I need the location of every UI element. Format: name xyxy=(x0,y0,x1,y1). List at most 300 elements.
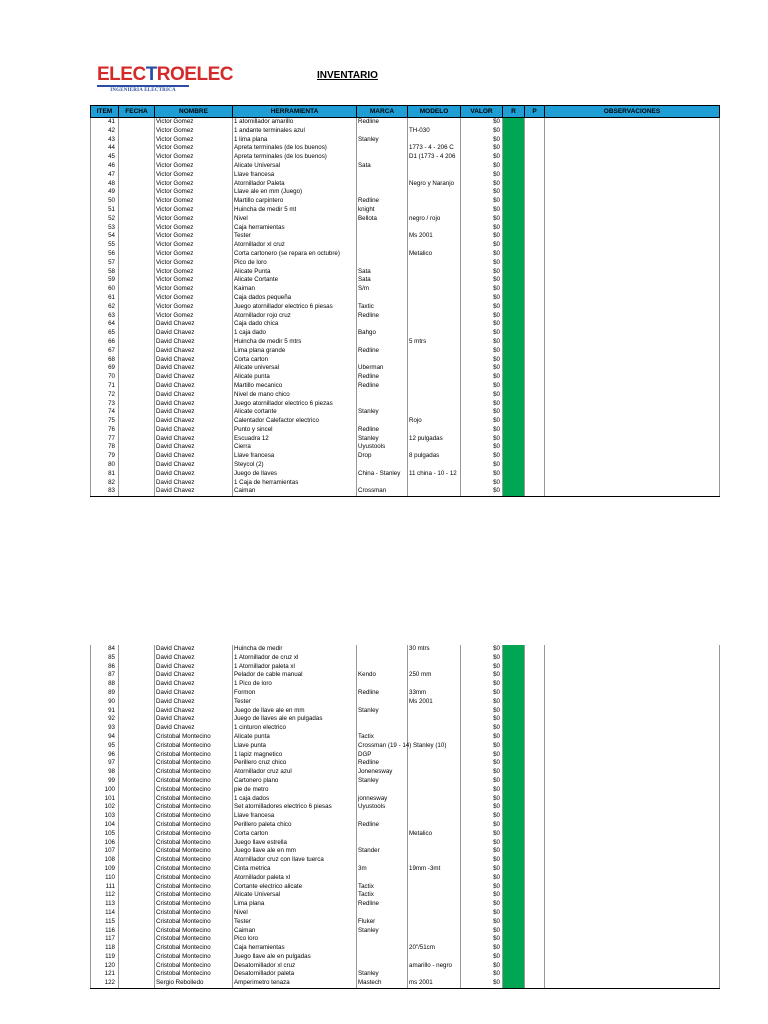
marca-cell: DGP xyxy=(357,751,408,760)
modelo-cell xyxy=(408,443,461,452)
fecha-cell xyxy=(119,461,155,470)
fecha-cell xyxy=(119,777,155,786)
valor-cell: $0 xyxy=(461,742,503,751)
herramienta-cell: Formon xyxy=(233,689,357,698)
p-status-cell xyxy=(525,171,545,180)
fecha-cell xyxy=(119,426,155,435)
p-status-cell xyxy=(525,821,545,830)
item-cell: 57 xyxy=(91,259,119,268)
marca-cell xyxy=(357,417,408,426)
nombre-cell: Cristobal Montecino xyxy=(155,883,233,892)
nombre-cell: Cristobal Montecino xyxy=(155,768,233,777)
modelo-cell xyxy=(408,715,461,724)
herramienta-cell: Tester xyxy=(233,698,357,707)
marca-cell: Mastech xyxy=(357,979,408,988)
table-row xyxy=(91,408,720,417)
herramienta-cell: Alicate cortante xyxy=(233,408,357,417)
observaciones-cell xyxy=(545,733,720,742)
nombre-cell: David Chavez xyxy=(155,479,233,488)
modelo-cell xyxy=(408,839,461,848)
item-cell: 113 xyxy=(91,900,119,909)
herramienta-cell: Pico de loro xyxy=(233,259,357,268)
marca-cell: Tactix xyxy=(357,733,408,742)
r-status-cell xyxy=(503,461,525,470)
herramienta-cell: Alicate Cortante xyxy=(233,276,357,285)
r-status-cell xyxy=(503,821,525,830)
modelo-cell xyxy=(408,118,461,127)
p-status-cell xyxy=(525,645,545,654)
table-row xyxy=(91,479,720,488)
modelo-cell xyxy=(408,935,461,944)
herramienta-cell: Pico loro xyxy=(233,935,357,944)
p-status-cell xyxy=(525,153,545,162)
herramienta-cell: Huincha de medir 5 mt xyxy=(233,206,357,215)
observaciones-cell xyxy=(545,935,720,944)
item-cell: 80 xyxy=(91,461,119,470)
observaciones-cell xyxy=(545,891,720,900)
nombre-cell: Victor Gomez xyxy=(155,162,233,171)
modelo-cell xyxy=(408,909,461,918)
fecha-cell xyxy=(119,408,155,417)
item-cell: 41 xyxy=(91,118,119,127)
marca-cell: Uyustools xyxy=(357,443,408,452)
modelo-cell xyxy=(408,900,461,909)
observaciones-cell xyxy=(545,347,720,356)
nombre-cell: Cristobal Montecino xyxy=(155,856,233,865)
marca-cell xyxy=(357,698,408,707)
item-cell: 56 xyxy=(91,250,119,259)
item-cell: 93 xyxy=(91,724,119,733)
modelo-cell xyxy=(408,953,461,962)
table-row xyxy=(91,373,720,382)
table-row xyxy=(91,786,720,795)
p-status-cell xyxy=(525,443,545,452)
herramienta-cell: Atornillador xl cruz xyxy=(233,241,357,250)
nombre-cell: David Chavez xyxy=(155,329,233,338)
observaciones-cell xyxy=(545,232,720,241)
fecha-cell xyxy=(119,153,155,162)
observaciones-cell xyxy=(545,408,720,417)
table-row xyxy=(91,285,720,294)
marca-cell xyxy=(357,724,408,733)
observaciones-cell xyxy=(545,127,720,136)
item-cell: 64 xyxy=(91,320,119,329)
nombre-cell: David Chavez xyxy=(155,698,233,707)
valor-cell: $0 xyxy=(461,953,503,962)
observaciones-cell xyxy=(545,927,720,936)
table-row xyxy=(91,909,720,918)
fecha-cell xyxy=(119,689,155,698)
r-status-cell xyxy=(503,962,525,971)
item-cell: 76 xyxy=(91,426,119,435)
table-row xyxy=(91,962,720,971)
modelo-cell: 12 pulgadas xyxy=(408,435,461,444)
valor-cell: $0 xyxy=(461,733,503,742)
nombre-cell: Victor Gomez xyxy=(155,206,233,215)
p-status-cell xyxy=(525,812,545,821)
marca-cell: Kendo xyxy=(357,671,408,680)
marca-cell xyxy=(357,715,408,724)
modelo-cell xyxy=(408,347,461,356)
r-status-cell xyxy=(503,250,525,259)
nombre-cell: Cristobal Montecino xyxy=(155,909,233,918)
observaciones-cell xyxy=(545,715,720,724)
r-status-cell xyxy=(503,909,525,918)
item-cell: 77 xyxy=(91,435,119,444)
r-status-cell xyxy=(503,347,525,356)
modelo-cell xyxy=(408,812,461,821)
table-row xyxy=(91,821,720,830)
nombre-cell: Cristobal Montecino xyxy=(155,918,233,927)
item-cell: 44 xyxy=(91,144,119,153)
p-status-cell xyxy=(525,689,545,698)
observaciones-cell xyxy=(545,698,720,707)
valor-cell: $0 xyxy=(461,680,503,689)
herramienta-cell: Nivel xyxy=(233,215,357,224)
valor-cell: $0 xyxy=(461,918,503,927)
marca-cell: 3m xyxy=(357,865,408,874)
observaciones-cell xyxy=(545,241,720,250)
nombre-cell: Victor Gomez xyxy=(155,197,233,206)
marca-cell xyxy=(357,909,408,918)
item-cell: 86 xyxy=(91,663,119,672)
table-row xyxy=(91,259,720,268)
fecha-cell xyxy=(119,663,155,672)
p-status-cell xyxy=(525,680,545,689)
modelo-cell: Ms 2001 xyxy=(408,232,461,241)
nombre-cell: Cristobal Montecino xyxy=(155,970,233,979)
p-status-cell xyxy=(525,303,545,312)
nombre-cell: Cristobal Montecino xyxy=(155,812,233,821)
modelo-cell xyxy=(408,294,461,303)
observaciones-cell xyxy=(545,663,720,672)
valor-cell: $0 xyxy=(461,443,503,452)
table-row xyxy=(91,900,720,909)
table-row xyxy=(91,830,720,839)
marca-cell xyxy=(357,171,408,180)
valor-cell: $0 xyxy=(461,118,503,127)
herramienta-cell: Llave francesa xyxy=(233,171,357,180)
valor-cell: $0 xyxy=(461,426,503,435)
p-status-cell xyxy=(525,724,545,733)
marca-cell: Stanley xyxy=(357,777,408,786)
modelo-cell xyxy=(408,874,461,883)
nombre-cell: David Chavez xyxy=(155,689,233,698)
r-status-cell xyxy=(503,241,525,250)
observaciones-cell xyxy=(545,435,720,444)
marca-cell xyxy=(357,953,408,962)
nombre-cell: David Chavez xyxy=(155,364,233,373)
fecha-cell xyxy=(119,733,155,742)
marca-cell: Redline xyxy=(357,382,408,391)
modelo-cell xyxy=(408,847,461,856)
r-status-cell xyxy=(503,329,525,338)
herramienta-cell: Apreta terminales (de los buenos) xyxy=(233,153,357,162)
herramienta-cell: Juego de llaves xyxy=(233,470,357,479)
nombre-cell: Victor Gomez xyxy=(155,118,233,127)
p-status-cell xyxy=(525,830,545,839)
r-status-cell xyxy=(503,180,525,189)
item-cell: 89 xyxy=(91,689,119,698)
valor-cell: $0 xyxy=(461,698,503,707)
marca-cell: Redline xyxy=(357,900,408,909)
marca-cell: Stander xyxy=(357,847,408,856)
fecha-cell xyxy=(119,250,155,259)
observaciones-cell xyxy=(545,118,720,127)
p-status-cell xyxy=(525,707,545,716)
table-row xyxy=(91,953,720,962)
marca-cell: China - Stanley xyxy=(357,470,408,479)
item-cell: 42 xyxy=(91,127,119,136)
modelo-cell xyxy=(408,268,461,277)
nombre-cell: Victor Gomez xyxy=(155,303,233,312)
fecha-cell xyxy=(119,953,155,962)
item-cell: 55 xyxy=(91,241,119,250)
modelo-cell xyxy=(408,426,461,435)
observaciones-cell xyxy=(545,918,720,927)
table-row xyxy=(91,777,720,786)
fecha-cell xyxy=(119,206,155,215)
page-title: INVENTARIO xyxy=(317,70,378,81)
fecha-cell xyxy=(119,874,155,883)
modelo-cell xyxy=(408,751,461,760)
marca-cell xyxy=(357,356,408,365)
table-row xyxy=(91,417,720,426)
modelo-cell: 20"/51cm xyxy=(408,944,461,953)
valor-cell: $0 xyxy=(461,874,503,883)
fecha-cell xyxy=(119,900,155,909)
modelo-cell xyxy=(408,329,461,338)
observaciones-cell xyxy=(545,953,720,962)
r-status-cell xyxy=(503,830,525,839)
p-status-cell xyxy=(525,891,545,900)
p-status-cell xyxy=(525,970,545,979)
fecha-cell xyxy=(119,435,155,444)
observaciones-cell xyxy=(545,320,720,329)
valor-cell: $0 xyxy=(461,276,503,285)
modelo-cell xyxy=(408,400,461,409)
p-status-cell xyxy=(525,487,545,496)
p-status-cell xyxy=(525,118,545,127)
col-header-valor: VALOR xyxy=(461,106,503,118)
nombre-cell: David Chavez xyxy=(155,645,233,654)
nombre-cell: David Chavez xyxy=(155,426,233,435)
r-status-cell xyxy=(503,356,525,365)
observaciones-cell xyxy=(545,768,720,777)
observaciones-cell xyxy=(545,777,720,786)
marca-cell: Uberman xyxy=(357,364,408,373)
table-row xyxy=(91,707,720,716)
r-status-cell xyxy=(503,259,525,268)
item-cell: 79 xyxy=(91,452,119,461)
table-row xyxy=(91,874,720,883)
item-cell: 49 xyxy=(91,188,119,197)
company-logo xyxy=(97,64,233,93)
herramienta-cell: Caja dados pequeña xyxy=(233,294,357,303)
p-status-cell xyxy=(525,927,545,936)
modelo-cell xyxy=(408,382,461,391)
item-cell: 67 xyxy=(91,347,119,356)
nombre-cell: David Chavez xyxy=(155,470,233,479)
r-status-cell xyxy=(503,320,525,329)
modelo-cell xyxy=(408,373,461,382)
item-cell: 117 xyxy=(91,935,119,944)
valor-cell: $0 xyxy=(461,382,503,391)
fecha-cell xyxy=(119,118,155,127)
col-header-observaciones: OBSERVACIONES xyxy=(545,106,720,118)
r-status-cell xyxy=(503,715,525,724)
valor-cell: $0 xyxy=(461,144,503,153)
item-cell: 45 xyxy=(91,153,119,162)
r-status-cell xyxy=(503,927,525,936)
table-row xyxy=(91,768,720,777)
item-cell: 108 xyxy=(91,856,119,865)
observaciones-cell xyxy=(545,707,720,716)
p-status-cell xyxy=(525,241,545,250)
fecha-cell xyxy=(119,400,155,409)
p-status-cell xyxy=(525,935,545,944)
r-status-cell xyxy=(503,171,525,180)
table-row xyxy=(91,180,720,189)
p-status-cell xyxy=(525,795,545,804)
fecha-cell xyxy=(119,188,155,197)
r-status-cell xyxy=(503,751,525,760)
valor-cell: $0 xyxy=(461,232,503,241)
valor-cell: $0 xyxy=(461,479,503,488)
r-status-cell xyxy=(503,874,525,883)
herramienta-cell: pie de metro xyxy=(233,786,357,795)
table-row xyxy=(91,935,720,944)
fecha-cell xyxy=(119,276,155,285)
marca-cell: Redline xyxy=(357,689,408,698)
valor-cell: $0 xyxy=(461,487,503,496)
table-row xyxy=(91,724,720,733)
marca-cell xyxy=(357,259,408,268)
marca-cell xyxy=(357,127,408,136)
p-status-cell xyxy=(525,698,545,707)
fecha-cell xyxy=(119,830,155,839)
observaciones-cell xyxy=(545,215,720,224)
table-row xyxy=(91,663,720,672)
r-status-cell xyxy=(503,479,525,488)
fecha-cell xyxy=(119,312,155,321)
fecha-cell xyxy=(119,338,155,347)
modelo-cell xyxy=(408,768,461,777)
table-row xyxy=(91,759,720,768)
p-status-cell xyxy=(525,285,545,294)
herramienta-cell: Llave ale en mm (Juego) xyxy=(233,188,357,197)
valor-cell: $0 xyxy=(461,197,503,206)
nombre-cell: David Chavez xyxy=(155,373,233,382)
p-status-cell xyxy=(525,953,545,962)
p-status-cell xyxy=(525,742,545,751)
modelo-cell xyxy=(408,759,461,768)
table-row xyxy=(91,400,720,409)
modelo-cell: 250 mm xyxy=(408,671,461,680)
fecha-cell xyxy=(119,241,155,250)
valor-cell: $0 xyxy=(461,338,503,347)
herramienta-cell: Tester xyxy=(233,232,357,241)
table-row xyxy=(91,188,720,197)
table-row xyxy=(91,224,720,233)
nombre-cell: Cristobal Montecino xyxy=(155,927,233,936)
marca-cell xyxy=(357,654,408,663)
p-status-cell xyxy=(525,320,545,329)
item-cell: 83 xyxy=(91,487,119,496)
modelo-cell: 30 mtrs xyxy=(408,645,461,654)
observaciones-cell xyxy=(545,285,720,294)
modelo-cell xyxy=(408,803,461,812)
col-header-fecha: FECHA xyxy=(119,106,155,118)
herramienta-cell: Desatornillador paleta xyxy=(233,970,357,979)
nombre-cell: Victor Gomez xyxy=(155,171,233,180)
valor-cell: $0 xyxy=(461,188,503,197)
modelo-cell xyxy=(408,364,461,373)
valor-cell: $0 xyxy=(461,224,503,233)
inventory-table-1 xyxy=(90,105,720,497)
nombre-cell: Cristobal Montecino xyxy=(155,742,233,751)
modelo-cell: D1 (1773 - 4 206 xyxy=(408,153,461,162)
marca-cell: Stanley xyxy=(357,707,408,716)
modelo-cell: 19mm -3mt xyxy=(408,865,461,874)
fecha-cell xyxy=(119,962,155,971)
r-status-cell xyxy=(503,127,525,136)
table-row xyxy=(91,470,720,479)
observaciones-cell xyxy=(545,883,720,892)
fecha-cell xyxy=(119,724,155,733)
fecha-cell xyxy=(119,935,155,944)
observaciones-cell xyxy=(545,373,720,382)
p-status-cell xyxy=(525,874,545,883)
herramienta-cell: Set atornilladores electrico 6 piesas xyxy=(233,803,357,812)
r-status-cell xyxy=(503,487,525,496)
table-row xyxy=(91,320,720,329)
valor-cell: $0 xyxy=(461,303,503,312)
valor-cell: $0 xyxy=(461,162,503,171)
modelo-cell xyxy=(408,680,461,689)
p-status-cell xyxy=(525,654,545,663)
nombre-cell: David Chavez xyxy=(155,356,233,365)
nombre-cell: Victor Gomez xyxy=(155,232,233,241)
marca-cell: Fluker xyxy=(357,918,408,927)
herramienta-cell: Punto y sincel xyxy=(233,426,357,435)
fecha-cell xyxy=(119,215,155,224)
marca-cell xyxy=(357,232,408,241)
item-cell: 78 xyxy=(91,443,119,452)
valor-cell: $0 xyxy=(461,347,503,356)
observaciones-cell xyxy=(545,303,720,312)
p-status-cell xyxy=(525,918,545,927)
observaciones-cell xyxy=(545,400,720,409)
valor-cell: $0 xyxy=(461,689,503,698)
item-cell: 120 xyxy=(91,962,119,971)
r-status-cell xyxy=(503,742,525,751)
modelo-cell xyxy=(408,707,461,716)
nombre-cell: David Chavez xyxy=(155,452,233,461)
observaciones-cell xyxy=(545,391,720,400)
p-status-cell xyxy=(525,338,545,347)
valor-cell: $0 xyxy=(461,127,503,136)
modelo-cell: TH-030 xyxy=(408,127,461,136)
p-status-cell xyxy=(525,751,545,760)
valor-cell: $0 xyxy=(461,803,503,812)
modelo-cell xyxy=(408,479,461,488)
nombre-cell: Victor Gomez xyxy=(155,153,233,162)
r-status-cell xyxy=(503,338,525,347)
observaciones-cell xyxy=(545,680,720,689)
table-row xyxy=(91,206,720,215)
fecha-cell xyxy=(119,654,155,663)
